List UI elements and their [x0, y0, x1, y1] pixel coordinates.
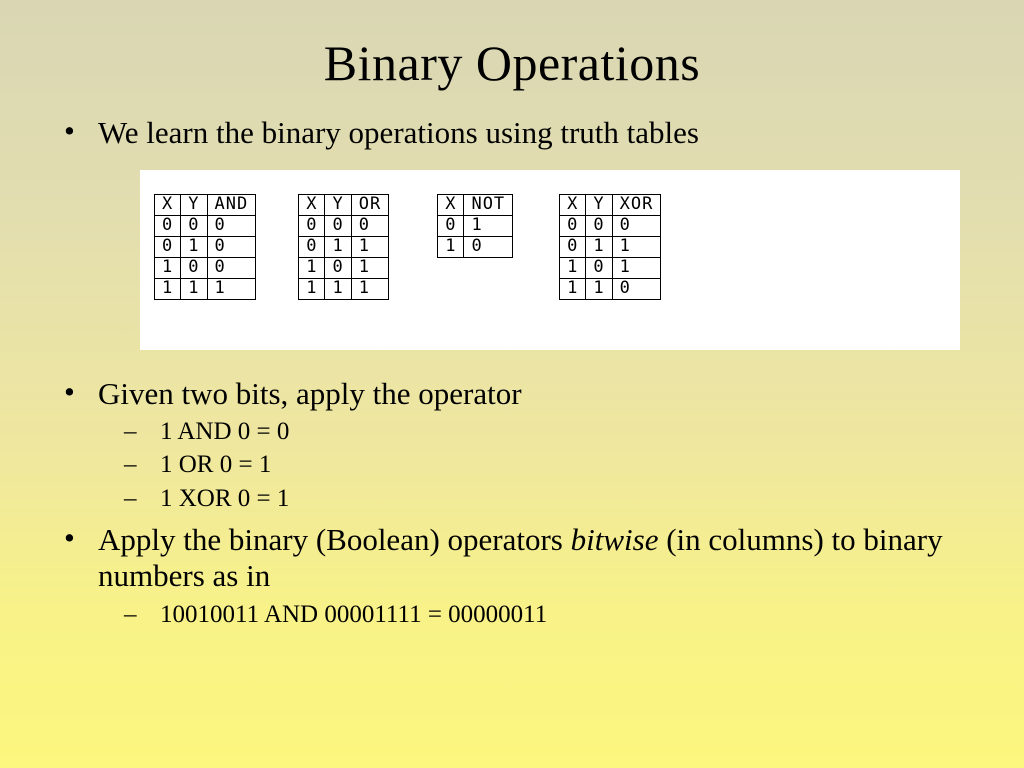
bitwise-emphasis: bitwise: [570, 521, 659, 557]
cell: 0: [207, 215, 256, 236]
xor-table: [559, 194, 661, 300]
cell: 0: [207, 257, 256, 278]
not-table-wrapper: [437, 194, 513, 258]
or-header-op: OR: [351, 194, 388, 215]
cell: 0: [155, 215, 181, 236]
not-table: [437, 194, 513, 258]
sub-bullet-and-example: – 1 AND 0 = 0: [50, 416, 976, 447]
xor-header-x: X: [560, 194, 586, 215]
table-row: [155, 236, 256, 257]
and-header-x: X: [155, 194, 181, 215]
and-header-op: AND: [207, 194, 256, 215]
cell: 0: [586, 257, 612, 278]
table-row: [299, 236, 389, 257]
operators-section: [50, 376, 976, 514]
cell: 0: [438, 215, 464, 236]
bullet-bitwise: [50, 522, 976, 595]
table-row: [299, 278, 389, 299]
cell: 1: [560, 278, 586, 299]
or-header-y: Y: [325, 194, 351, 215]
cell: 0: [464, 236, 513, 257]
truth-tables-panel: [140, 170, 960, 350]
xor-header-op: XOR: [612, 194, 661, 215]
sub-bullet-or-example: – 1 OR 0 = 1: [50, 449, 976, 480]
table-row: [155, 215, 256, 236]
cell: 0: [351, 215, 388, 236]
cell: 0: [612, 215, 661, 236]
table-row: [155, 257, 256, 278]
table-row: [560, 215, 661, 236]
cell: 1: [351, 257, 388, 278]
cell: 1: [464, 215, 513, 236]
cell: 0: [560, 236, 586, 257]
slide-body: [0, 115, 1024, 630]
and-table: [154, 194, 256, 300]
cell: 1: [325, 236, 351, 257]
table-row: [560, 278, 661, 299]
cell: 0: [155, 236, 181, 257]
cell: 1: [586, 278, 612, 299]
page-title: Binary Operations: [323, 35, 701, 91]
cell: 1: [612, 236, 661, 257]
and-table-wrapper: [154, 194, 256, 300]
bitwise-section: [50, 522, 976, 630]
sub-bullet-xor-example: – 1 XOR 0 = 1: [50, 483, 976, 514]
cell: 0: [181, 257, 207, 278]
cell: 1: [351, 236, 388, 257]
bitwise-text-part1: Apply the binary (Boolean) operators: [98, 521, 571, 557]
or-header-x: X: [299, 194, 325, 215]
table-row: [155, 194, 256, 215]
cell: 1: [438, 236, 464, 257]
and-header-y: Y: [181, 194, 207, 215]
cell: 1: [181, 278, 207, 299]
cell: 1: [207, 278, 256, 299]
cell: 1: [299, 257, 325, 278]
cell: 1: [181, 236, 207, 257]
xor-header-y: Y: [586, 194, 612, 215]
xor-table-wrapper: [559, 194, 661, 300]
cell: 0: [325, 257, 351, 278]
table-row: [560, 194, 661, 215]
cell: 1: [325, 278, 351, 299]
cell: 0: [325, 215, 351, 236]
bitwise-text-part2: (in columns) to binary numbers as in: [98, 521, 943, 594]
cell: 0: [299, 215, 325, 236]
table-row: [560, 236, 661, 257]
cell: 1: [612, 257, 661, 278]
table-row: [438, 194, 513, 215]
table-row: [299, 257, 389, 278]
not-header-op: NOT: [464, 194, 513, 215]
cell: 1: [560, 257, 586, 278]
table-row: [438, 236, 513, 257]
cell: 1: [586, 236, 612, 257]
cell: 1: [351, 278, 388, 299]
table-row: [299, 194, 389, 215]
table-row: [560, 257, 661, 278]
cell: 1: [299, 278, 325, 299]
table-row: [438, 215, 513, 236]
cell: 0: [586, 215, 612, 236]
not-header-x: X: [438, 194, 464, 215]
or-table-wrapper: [298, 194, 389, 300]
sub-bullet-bitwise-example: – 10010011 AND 00001111 = 00000011: [50, 599, 976, 630]
bullet-given-two-bits: • Given two bits, apply the operator: [50, 376, 976, 413]
table-row: [299, 215, 389, 236]
cell: 1: [155, 257, 181, 278]
cell: 0: [299, 236, 325, 257]
or-table: [298, 194, 389, 300]
cell: 0: [207, 236, 256, 257]
bullet-truth-tables: • We learn the binary operations using truth tables: [50, 115, 976, 152]
cell: 1: [155, 278, 181, 299]
cell: 0: [181, 215, 207, 236]
cell: 0: [612, 278, 661, 299]
cell: 0: [560, 215, 586, 236]
table-row: [155, 278, 256, 299]
